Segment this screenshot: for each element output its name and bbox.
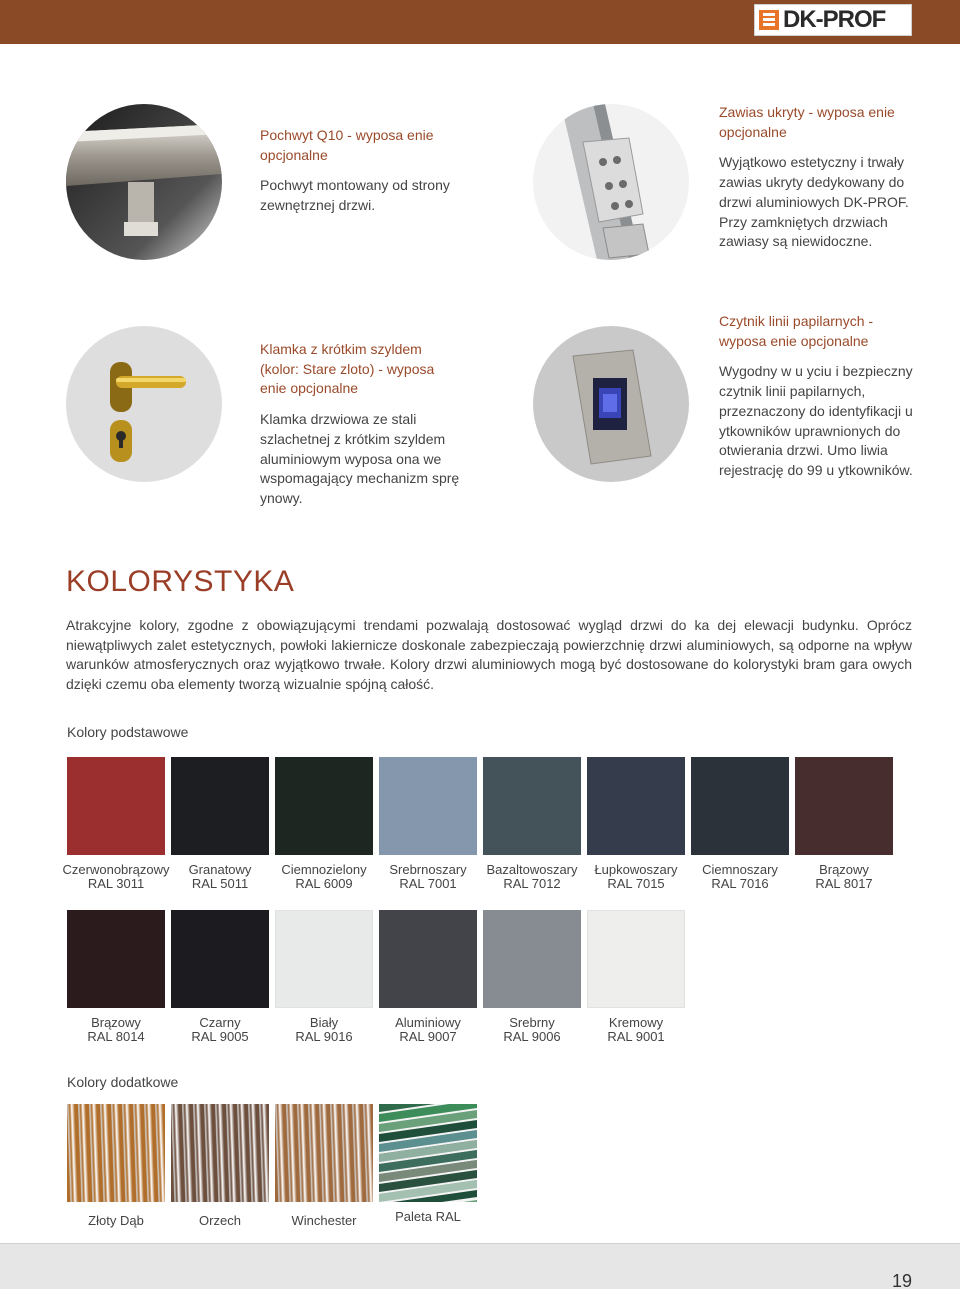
color-swatch [171, 910, 269, 1008]
feature-title: Pochwyt Q10 - wyposa enie opcjonalne [260, 127, 434, 163]
color-code: RAL 7015 [607, 876, 665, 891]
wood-texture-swatch [67, 1104, 165, 1202]
handle-photo [66, 104, 222, 260]
feature-description: Pochwyt montowany od strony zewnętrznej drzwi. [260, 177, 450, 214]
feature-title: Klamka z krótkim szyldem (kolor: Stare zloto) - wyposa enie opcjonalne [260, 341, 435, 397]
color-swatch [691, 757, 789, 855]
color-code: RAL 9007 [399, 1029, 457, 1044]
color-code: RAL 7001 [399, 876, 457, 891]
color-name: Biały [309, 1015, 339, 1030]
color-label [165, 863, 275, 891]
color-name: Srebrnoszary [389, 862, 467, 877]
color-swatch [171, 757, 269, 855]
color-label [269, 1016, 379, 1044]
dk-prof-logo [754, 4, 912, 36]
color-label [373, 863, 483, 891]
color-label [477, 863, 587, 891]
basic-colors-heading: Kolory podstawowe [67, 724, 189, 740]
color-label [685, 863, 795, 891]
color-label [581, 1016, 691, 1044]
color-swatch [483, 757, 581, 855]
color-swatch [379, 910, 477, 1008]
color-swatch [275, 757, 373, 855]
color-label [477, 1016, 587, 1044]
color-name: Ciemnozielony [281, 862, 367, 877]
page-number: 19 [891, 1271, 912, 1289]
color-name: Winchester [291, 1213, 357, 1228]
color-swatch [587, 757, 685, 855]
section-title: KOLORYSTYKA [66, 565, 295, 598]
color-label [373, 1016, 483, 1044]
color-name: Srebrny [509, 1015, 555, 1030]
feature-title: Czytnik linii papilarnych - wyposa enie opcjonalne [719, 313, 874, 349]
feature-lever-handle [260, 340, 460, 509]
color-name: Granatowy [188, 862, 252, 877]
logo-mark-icon [759, 10, 779, 30]
ral-palette-swatch [379, 1104, 477, 1202]
color-name: Złoty Dąb [88, 1213, 144, 1228]
color-name: Ciemnoszary [702, 862, 778, 877]
color-label [789, 863, 899, 891]
footer-bar [0, 1243, 960, 1289]
color-name: Kremowy [608, 1015, 664, 1030]
color-swatch [587, 910, 685, 1008]
logo-text: DK-PROF [783, 6, 886, 33]
hinge-photo [533, 104, 689, 260]
extra-colors-heading: Kolory dodatkowe [67, 1074, 179, 1090]
color-name: Łupkowoszary [594, 862, 678, 877]
wood-texture-swatch [275, 1104, 373, 1202]
feature-description: Wygodny w u yciu i bezpieczny czytnik linii papilarnych, przeznaczony do identyfikacji u ytkowników uprawnionych do otwierania drzwi. Umo liwia rejestrację do 99 u ytkowników. [719, 363, 913, 478]
feature-hinge [719, 103, 919, 252]
color-name: Orzech [199, 1213, 241, 1228]
section-intro: Atrakcyjne kolory, zgodne z obowiązującymi trendami pozwalają dostosować wygląd drzwi do ka dej elewacji budynku. Oprócz niewątpliwych zalet estetycznych, powłoki lakiernicze doskonale zabezpieczają powierzchnię drzwi aluminiowych, są odporne na wpływ warunków atmosferycznych oraz wyjątkowo trwałe. Kolory drzwi aluminiowych mogą być dostosowane do kolorystyki bram gara owych dzięki czemu oba elementy tworzą wizualnie spójną całość. [66, 617, 912, 692]
color-name: Aluminiowy [395, 1015, 461, 1030]
color-code: RAL 6009 [295, 876, 353, 891]
color-label [581, 863, 691, 891]
color-code: RAL 9006 [503, 1029, 561, 1044]
color-name: Bazaltowoszary [486, 862, 578, 877]
color-label [61, 863, 171, 891]
color-code: RAL 7012 [503, 876, 561, 891]
color-code: RAL 8014 [87, 1029, 145, 1044]
color-code: RAL 9005 [191, 1029, 249, 1044]
color-swatch [67, 910, 165, 1008]
feature-handle [260, 126, 460, 216]
color-name: Brązowy [819, 862, 869, 877]
color-swatch [379, 757, 477, 855]
feature-title: Zawias ukryty - wyposa enie opcjonalne [719, 104, 895, 140]
color-label [61, 1016, 171, 1044]
feature-fingerprint-reader [719, 312, 919, 481]
color-swatch [795, 757, 893, 855]
wood-texture-swatch [171, 1104, 269, 1202]
color-code: RAL 3011 [87, 876, 145, 891]
color-swatch [275, 910, 373, 1008]
color-code: RAL 9001 [607, 1029, 665, 1044]
color-code: RAL 8017 [815, 876, 873, 891]
feature-description: Wyjątkowo estetyczny i trwały zawias ukryty dedykowany do drzwi aluminiowych DK-PROF. Przy zamkniętych drzwiach zawiasy są niewidoczne. [719, 154, 909, 250]
feature-description: Klamka drzwiowa ze stali szlachetnej z krótkim szyldem aluminiowym wyposa ona we wspomagający mechanizm sprę ynowy. [260, 411, 460, 506]
color-label [165, 1016, 275, 1044]
fingerprint-reader-photo [533, 326, 689, 482]
color-name: Czerwonobrązowy [62, 862, 170, 877]
color-swatch [67, 757, 165, 855]
color-code: RAL 5011 [191, 876, 249, 891]
color-code: RAL 7016 [711, 876, 769, 891]
color-swatch [483, 910, 581, 1008]
color-name: Paleta RAL [395, 1209, 461, 1224]
ral-palette-graphic [379, 1104, 477, 1202]
lever-handle-photo [66, 326, 222, 482]
color-label [269, 863, 379, 891]
color-name: Czarny [199, 1015, 241, 1030]
color-name: Brązowy [91, 1015, 141, 1030]
color-code: RAL 9016 [295, 1029, 353, 1044]
